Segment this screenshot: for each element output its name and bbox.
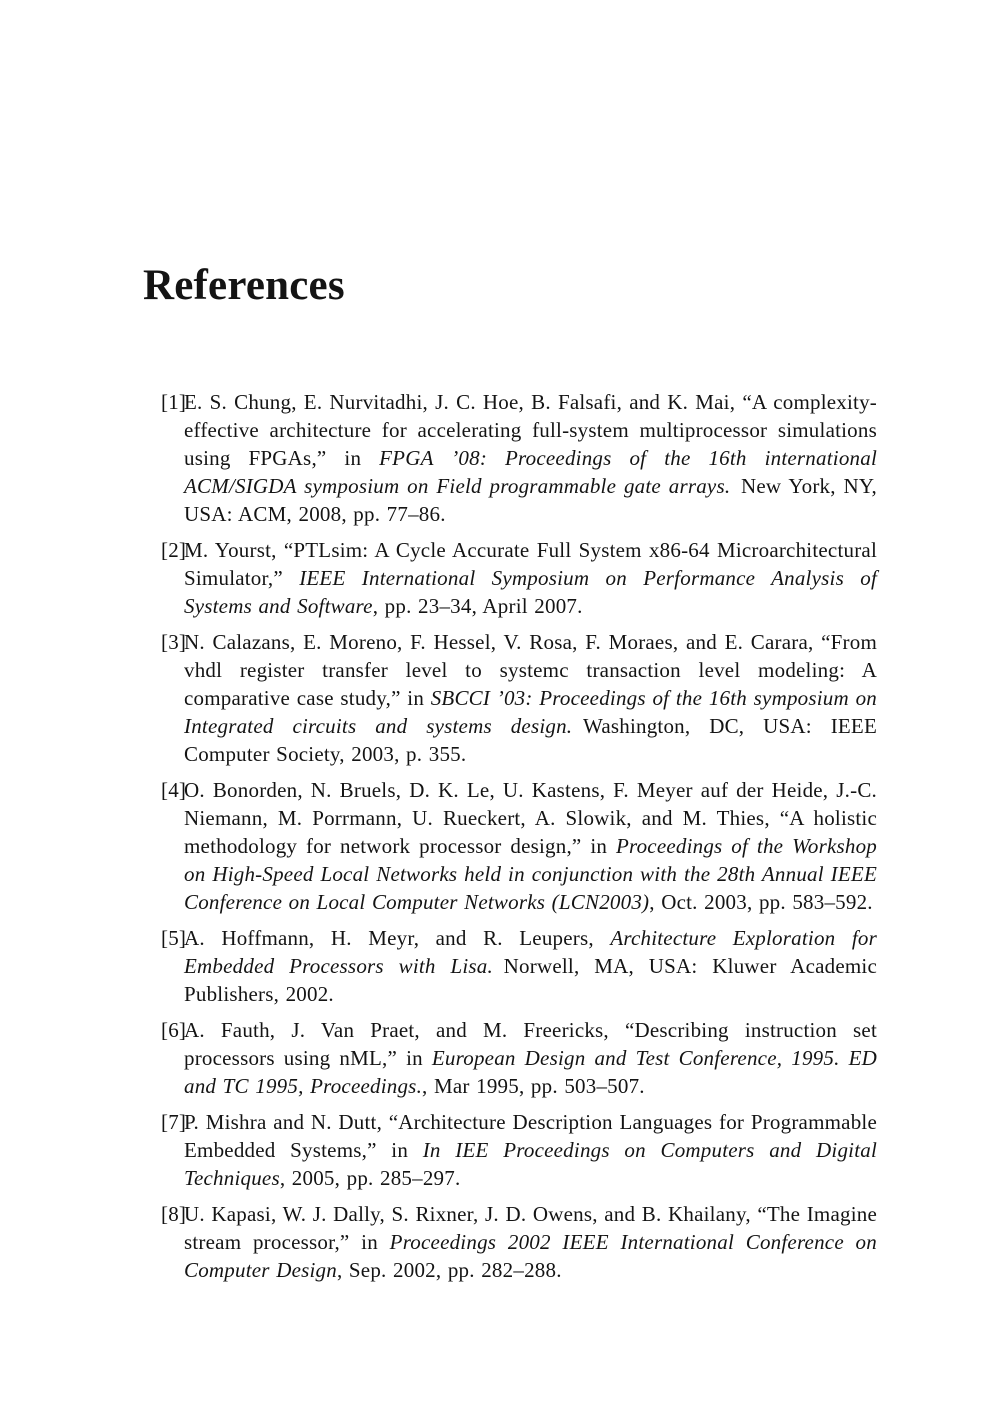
reference-venue-italic: Architecture Exploration for Embedded Processors with Lisa. bbox=[184, 926, 878, 978]
reference-label: [5] bbox=[161, 926, 187, 950]
reference-text-segment: E. S. Chung, E. Nurvitadhi, J. C. Hoe, B. Falsafi, and K. Mai, “A complexity-effective architecture for accelerating full-system multiprocessor simulations using FPGAs,” in bbox=[184, 390, 877, 470]
reference-text bbox=[184, 630, 877, 766]
reference-text-segment: , pp. 23–34, April 2007. bbox=[372, 594, 583, 618]
reference-label: [2] bbox=[161, 538, 187, 562]
reference-text bbox=[184, 390, 877, 526]
reference-text-segment: A. Fauth, J. Van Praet, and M. Freericks, “Describing instruction set processors using nML,” in bbox=[184, 1018, 877, 1070]
reference-venue-italic: IEEE International Symposium on Performance Analysis of Systems and Software bbox=[184, 566, 878, 618]
reference-text-segment: O. Bonorden, N. Bruels, D. K. Le, U. Kastens, F. Meyer auf der Heide, J.-C. Niemann, M. Porrmann, U. Rueckert, A. Slowik, and M. Thies, “A holistic methodology for network processor design,” in bbox=[184, 778, 877, 858]
reference-text-segment: U. Kapasi, W. J. Dally, S. Rixner, J. D. Owens, and B. Khailany, “The Imagine stream processor,” in bbox=[184, 1202, 877, 1254]
reference-text bbox=[184, 538, 877, 618]
reference-text bbox=[184, 1110, 877, 1190]
reference-venue-italic: FPGA ’08: Proceedings of the 16th international ACM/SIGDA symposium on Field programmable gate arrays. bbox=[184, 446, 877, 498]
reference-text-segment: New York, NY, USA: ACM, 2008, pp. 77–86. bbox=[184, 474, 877, 526]
reference-label: [8] bbox=[161, 1202, 187, 1226]
reference-text bbox=[184, 1202, 877, 1282]
reference-text-segment: M. Yourst, “PTLsim: A Cycle Accurate Full System x86-64 Microarchitectural Simulator,” bbox=[184, 538, 877, 590]
reference-venue-italic: Proceedings of the Workshop on High-Speed Local Networks held in conjunction with the 28th Annual IEEE Conference on Local Computer Networks (LCN2003) bbox=[184, 834, 877, 914]
reference-text-segment: P. Mishra and N. Dutt, “Architecture Description Languages for Programmable Embedded Systems,” in bbox=[184, 1110, 877, 1162]
page-title: References bbox=[143, 262, 345, 309]
reference-item bbox=[161, 1108, 877, 1192]
reference-item bbox=[161, 776, 877, 916]
reference-venue-italic: In IEE Proceedings on Computers and Digital Techniques bbox=[184, 1138, 877, 1190]
reference-label: [4] bbox=[161, 778, 187, 802]
reference-text bbox=[184, 778, 877, 914]
reference-text bbox=[184, 1018, 877, 1098]
reference-item bbox=[161, 388, 877, 528]
reference-label: [3] bbox=[161, 630, 187, 654]
reference-item bbox=[161, 1016, 877, 1100]
reference-label: [7] bbox=[161, 1110, 187, 1134]
reference-venue-italic: Proceedings 2002 IEEE International Conference on Computer Design bbox=[184, 1230, 877, 1282]
reference-label: [6] bbox=[161, 1018, 187, 1042]
reference-text-segment: , Sep. 2002, pp. 282–288. bbox=[336, 1258, 562, 1282]
reference-label: [1] bbox=[161, 390, 187, 414]
reference-item bbox=[161, 628, 877, 768]
reference-text-segment: Norwell, MA, USA: Kluwer Academic Publishers, 2002. bbox=[184, 954, 877, 1006]
reference-venue-italic: European Design and Test Conference, 1995. ED and TC 1995, Proceedings. bbox=[184, 1046, 878, 1098]
reference-text-segment: , 2005, pp. 285–297. bbox=[279, 1166, 461, 1190]
bibliography-list bbox=[161, 388, 877, 1284]
reference-item bbox=[161, 1200, 877, 1284]
reference-text-segment: A. Hoffmann, H. Meyr, and R. Leupers, bbox=[184, 926, 611, 950]
reference-text-segment: , Oct. 2003, pp. 583–592. bbox=[649, 890, 873, 914]
reference-text bbox=[184, 926, 877, 1006]
reference-text-segment: , Mar 1995, pp. 503–507. bbox=[422, 1074, 645, 1098]
reference-venue-italic: SBCCI ’03: Proceedings of the 16th symposium on Integrated circuits and systems design. bbox=[184, 686, 877, 738]
reference-text-segment: Washington, DC, USA: IEEE Computer Society, 2003, p. 355. bbox=[184, 714, 878, 766]
reference-item bbox=[161, 924, 877, 1008]
reference-text-segment: N. Calazans, E. Moreno, F. Hessel, V. Rosa, F. Moraes, and E. Carara, “From vhdl register transfer level to systemc transaction level modeling: A comparative case study,” in bbox=[184, 630, 877, 710]
reference-item bbox=[161, 536, 877, 620]
